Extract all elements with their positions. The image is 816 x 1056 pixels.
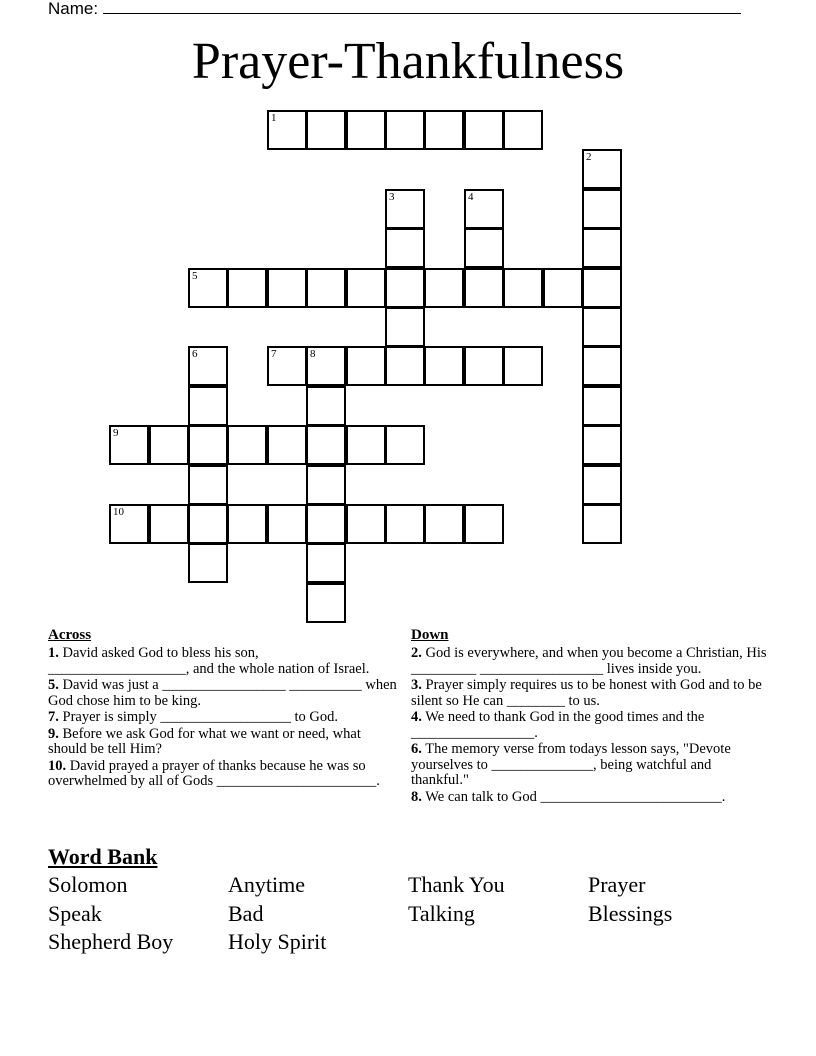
- word-bank-heading: Word Bank: [48, 844, 158, 869]
- down-clue: 4. We need to thank God in the good times and the _________________.: [411, 709, 705, 741]
- crossword-cell[interactable]: [346, 504, 386, 544]
- crossword-cell[interactable]: [346, 268, 386, 308]
- crossword-cell[interactable]: [464, 228, 504, 268]
- crossword-cell[interactable]: [503, 268, 543, 308]
- word-bank-word: Shepherd Boy: [48, 929, 174, 954]
- crossword-cell[interactable]: [188, 425, 228, 465]
- crossword-cell[interactable]: [385, 228, 425, 268]
- crossword-cell[interactable]: [267, 425, 307, 465]
- crossword-cell[interactable]: [267, 504, 307, 544]
- down-heading: Down: [411, 627, 449, 643]
- word-bank-word: Solomon: [48, 872, 128, 897]
- across-clue: 5. David was just a _________________ __________ when God chose him to be king.: [48, 677, 397, 709]
- crossword-cell[interactable]: [582, 386, 622, 426]
- page-title: Prayer-Thankfulness: [191, 33, 625, 90]
- crossword-cell[interactable]: [543, 268, 583, 308]
- crossword-cell[interactable]: [464, 504, 504, 544]
- crossword-cell[interactable]: [267, 110, 307, 150]
- clue-number: 1: [271, 112, 277, 124]
- crossword-cell[interactable]: [582, 189, 622, 229]
- crossword-cell[interactable]: [464, 268, 504, 308]
- crossword-cell[interactable]: [306, 583, 346, 623]
- crossword-cell[interactable]: [306, 110, 346, 150]
- down-clue: 3. Prayer simply requires us to be honest with God and to be silent so He can ________ to us.: [411, 677, 762, 709]
- crossword-cell[interactable]: [424, 268, 464, 308]
- across-clue: 9. Before we ask God for what we want or need, what should be tell Him?: [48, 725, 361, 757]
- crossword-cell[interactable]: [385, 504, 425, 544]
- crossword-cell[interactable]: [227, 268, 267, 308]
- crossword-cell[interactable]: [149, 504, 189, 544]
- clue-number: 3: [389, 191, 395, 203]
- word-bank-word: Holy Spirit: [228, 929, 327, 954]
- crossword-cell[interactable]: [582, 307, 622, 347]
- word-bank-word: Prayer: [588, 872, 646, 897]
- clue-number: 7: [271, 348, 277, 360]
- clue-number: 10: [113, 506, 124, 518]
- word-bank-word: Bad: [228, 901, 264, 926]
- crossword-cell[interactable]: [188, 268, 228, 308]
- crossword-cell[interactable]: [109, 425, 149, 465]
- word-bank: [48, 843, 768, 971]
- crossword-cell[interactable]: [424, 110, 464, 150]
- crossword-cell[interactable]: [582, 149, 622, 189]
- across-heading: Across: [48, 627, 92, 643]
- crossword-cell[interactable]: [346, 346, 386, 386]
- across-clue: 7. Prayer is simply __________________ to God.: [48, 709, 338, 725]
- crossword-cell[interactable]: [149, 425, 189, 465]
- word-bank-word: Thank You: [408, 872, 505, 897]
- crossword-cell[interactable]: [464, 110, 504, 150]
- crossword-cell[interactable]: [306, 543, 346, 583]
- crossword-cell[interactable]: [306, 346, 346, 386]
- across-clue: 1. David asked God to bless his son, ___________________, and the whole nation of Israel.: [48, 645, 370, 677]
- crossword-cell[interactable]: [188, 465, 228, 505]
- crossword-cell[interactable]: [385, 425, 425, 465]
- down-clue: 6. The memory verse from todays lesson says, "Devote yourselves to ______________, being watchful and thankful.": [411, 741, 731, 788]
- clue-number: 8: [310, 348, 316, 360]
- crossword-cell[interactable]: [188, 543, 228, 583]
- crossword-cell[interactable]: [424, 504, 464, 544]
- crossword-cell[interactable]: [385, 346, 425, 386]
- word-bank-word: Speak: [48, 901, 102, 926]
- across-clues: [48, 627, 400, 791]
- crossword-cell[interactable]: [385, 307, 425, 347]
- crossword-cell[interactable]: [306, 268, 346, 308]
- word-bank-word: Talking: [408, 901, 475, 926]
- crossword-cell[interactable]: [582, 346, 622, 386]
- word-bank-word: Blessings: [588, 901, 673, 926]
- crossword-cell[interactable]: [267, 346, 307, 386]
- crossword-cell[interactable]: [306, 504, 346, 544]
- crossword-cell[interactable]: [582, 228, 622, 268]
- crossword-cell[interactable]: [227, 504, 267, 544]
- down-clue: 8. We can talk to God _________________________.: [411, 788, 726, 805]
- crossword-cell[interactable]: [188, 346, 228, 386]
- clue-number: 4: [468, 191, 474, 203]
- crossword-cell[interactable]: [385, 189, 425, 229]
- down-clues: [411, 627, 771, 806]
- crossword-cell[interactable]: [464, 346, 504, 386]
- crossword-cell[interactable]: [227, 425, 267, 465]
- clue-number: 9: [113, 427, 119, 439]
- crossword-cell[interactable]: [503, 346, 543, 386]
- word-bank-word: Anytime: [228, 872, 305, 897]
- crossword-cell[interactable]: [306, 386, 346, 426]
- crossword-cell[interactable]: [109, 504, 149, 544]
- word-bank-list: [48, 871, 768, 971]
- clue-number: 2: [586, 151, 592, 163]
- crossword-cell[interactable]: [385, 268, 425, 308]
- crossword-cell[interactable]: [582, 465, 622, 505]
- crossword-cell[interactable]: [188, 386, 228, 426]
- crossword-cell[interactable]: [188, 504, 228, 544]
- crossword-cell[interactable]: [582, 268, 622, 308]
- crossword-cell[interactable]: [582, 425, 622, 465]
- crossword-cell[interactable]: [582, 504, 622, 544]
- crossword-cell[interactable]: [306, 425, 346, 465]
- clue-number: 6: [192, 348, 198, 360]
- crossword-cell[interactable]: [267, 268, 307, 308]
- name-label: Name:: [48, 0, 99, 18]
- across-clue: 10. David prayed a prayer of thanks because he was so overwhelmed by all of Gods ______________________.: [48, 757, 380, 789]
- crossword-cell[interactable]: [464, 189, 504, 229]
- crossword-cell[interactable]: [346, 425, 386, 465]
- crossword-cell[interactable]: [385, 110, 425, 150]
- clue-number: 5: [192, 270, 198, 282]
- crossword-cell[interactable]: [424, 346, 464, 386]
- crossword-cell[interactable]: [306, 465, 346, 505]
- down-clue: 2. God is everywhere, and when you become a Christian, His _________ _________________ lives inside you.: [411, 645, 767, 677]
- crossword-cell[interactable]: [346, 110, 386, 150]
- crossword-cell[interactable]: [503, 110, 543, 150]
